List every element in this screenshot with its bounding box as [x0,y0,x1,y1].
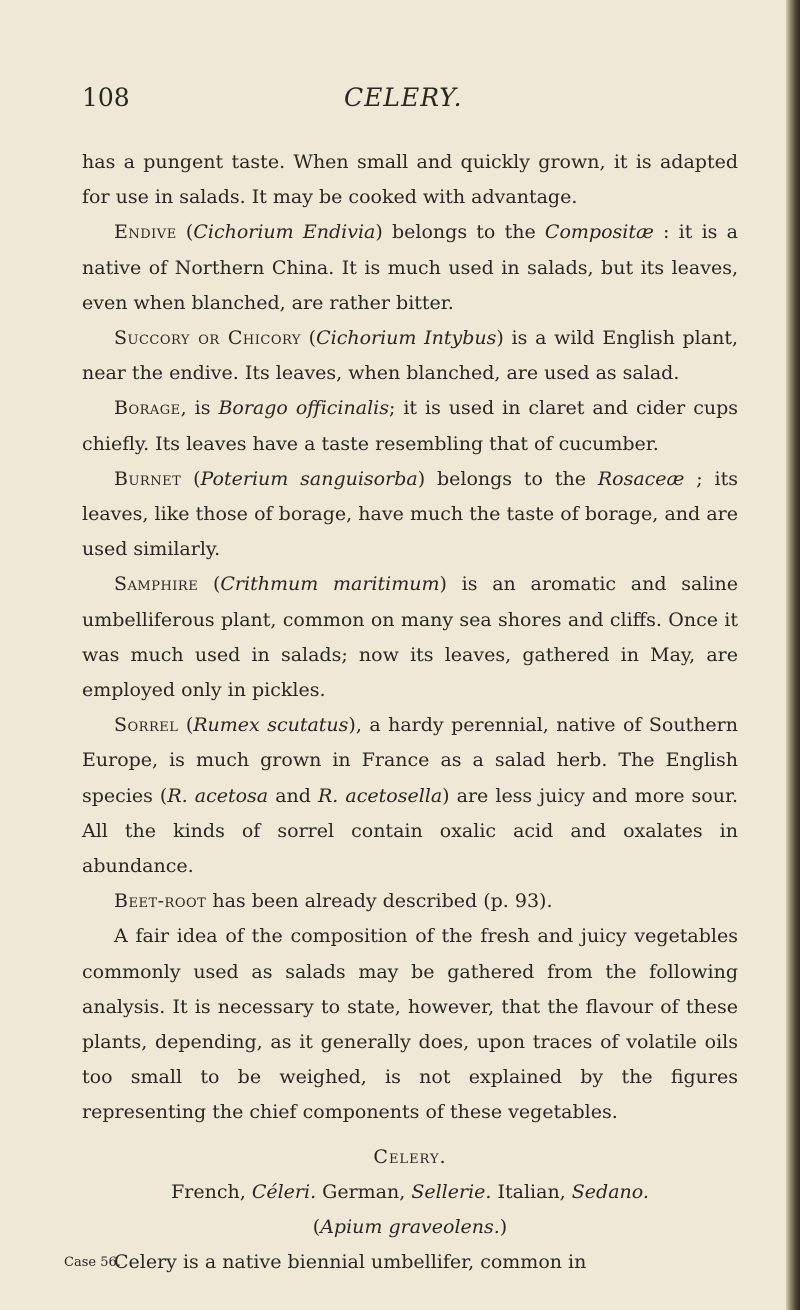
paragraph-intro: has a pungent taste. When small and quickly grown, it is adapted for use in salads. It may be cooked with advantage. [82,151,738,209]
french-name: Céleri. [251,1180,317,1203]
term-samphire: Samphire [114,573,199,596]
latin-name: R. acetosella [318,784,443,807]
family-name: Compositæ [544,221,654,244]
celery-first-line: Case 56. Celery is a native biennial umbellifer, common in [82,1245,738,1280]
term-endive: Endive [114,221,177,244]
term-succory: Succory or Chicory [114,327,301,350]
latin-name: Cichorium Endivia [193,221,376,244]
paragraph-endive: Endive (Cichorium Endivia) belongs to the Compositæ : it is a native of Northern China. It is much used in salads, but its leaves, even when blanched, are rather bitter. [82,221,738,314]
paragraph-succory: Succory or Chicory (Cichorium Intybus) is a wild English plant, near the endive. Its leaves, when blanched, are used as salad. [82,327,738,385]
italian-name: Sedano. [571,1180,649,1203]
family-name: Rosaceæ [597,467,685,490]
latin-name: Crithmum maritimum [220,573,440,596]
latin-name: Cichorium Intybus [316,327,497,350]
paragraph-borage: Borage, is Borago officinalis; it is used in claret and cider cups chiefly. Its leaves have a taste resembling that of cucumber. [82,397,738,455]
page-edge-shadow [786,0,800,1310]
term-burnet: Burnet [114,467,182,490]
german-name: Sellerie. [411,1180,492,1203]
term-beetroot: Beet-root [114,890,207,913]
latin-line: (Apium graveolens.) [312,1215,508,1238]
term-borage: Borage [114,397,181,420]
running-title: CELERY. [344,83,463,112]
paragraph-beetroot: Beet-root has been already described (p. 93). [114,890,553,913]
latin-name: R. acetosa [167,784,269,807]
translations-line: French, Céleri. German, Sellerie. Italian, Sedano. [171,1180,649,1203]
body-text [64,145,738,1280]
paragraph-samphire: Samphire (Crithmum maritimum) is an aromatic and saline umbelliferous plant, common on many sea shores and cliffs. Once it was much used in salads; now its leaves, gathered in May, are employed only in pickles. [82,573,738,702]
term-sorrel: Sorrel [114,714,179,737]
paragraph-sorrel: Sorrel (Rumex scutatus), a hardy perennial, native of Southern Europe, is much grown in France as a salad herb. The English species (R. acetosa and R. acetosella) are less juicy and more sour. All the kinds of sorrel contain oxalic acid and oxalates in abundance. [82,714,738,878]
marginal-note: Case 56. [64,1254,121,1270]
section-title: Celery. [373,1145,447,1168]
paragraph-burnet: Burnet (Poterium sanguisorba) belongs to the Rosaceæ ; its leaves, like those of borage, have much the taste of borage, and are used similarly. [82,467,738,561]
page-header [82,83,722,117]
latin-name: Poterium sanguisorba [200,467,418,490]
latin-name: Rumex scutatus [193,714,349,737]
page-number: 108 [82,83,130,112]
paragraph-analysis: A fair idea of the composition of the fresh and juicy vegetables commonly used as salads may be gathered from the following analysis. It is necessary to state, however, that the flavour of these plants, depending, as it generally does, upon traces of volatile oils too small to be weighed, is not explained by the figures representing the chief components of these vegetables. [82,925,738,1124]
latin-name: Apium graveolens. [320,1215,500,1238]
latin-name: Borago officinalis [218,397,389,420]
